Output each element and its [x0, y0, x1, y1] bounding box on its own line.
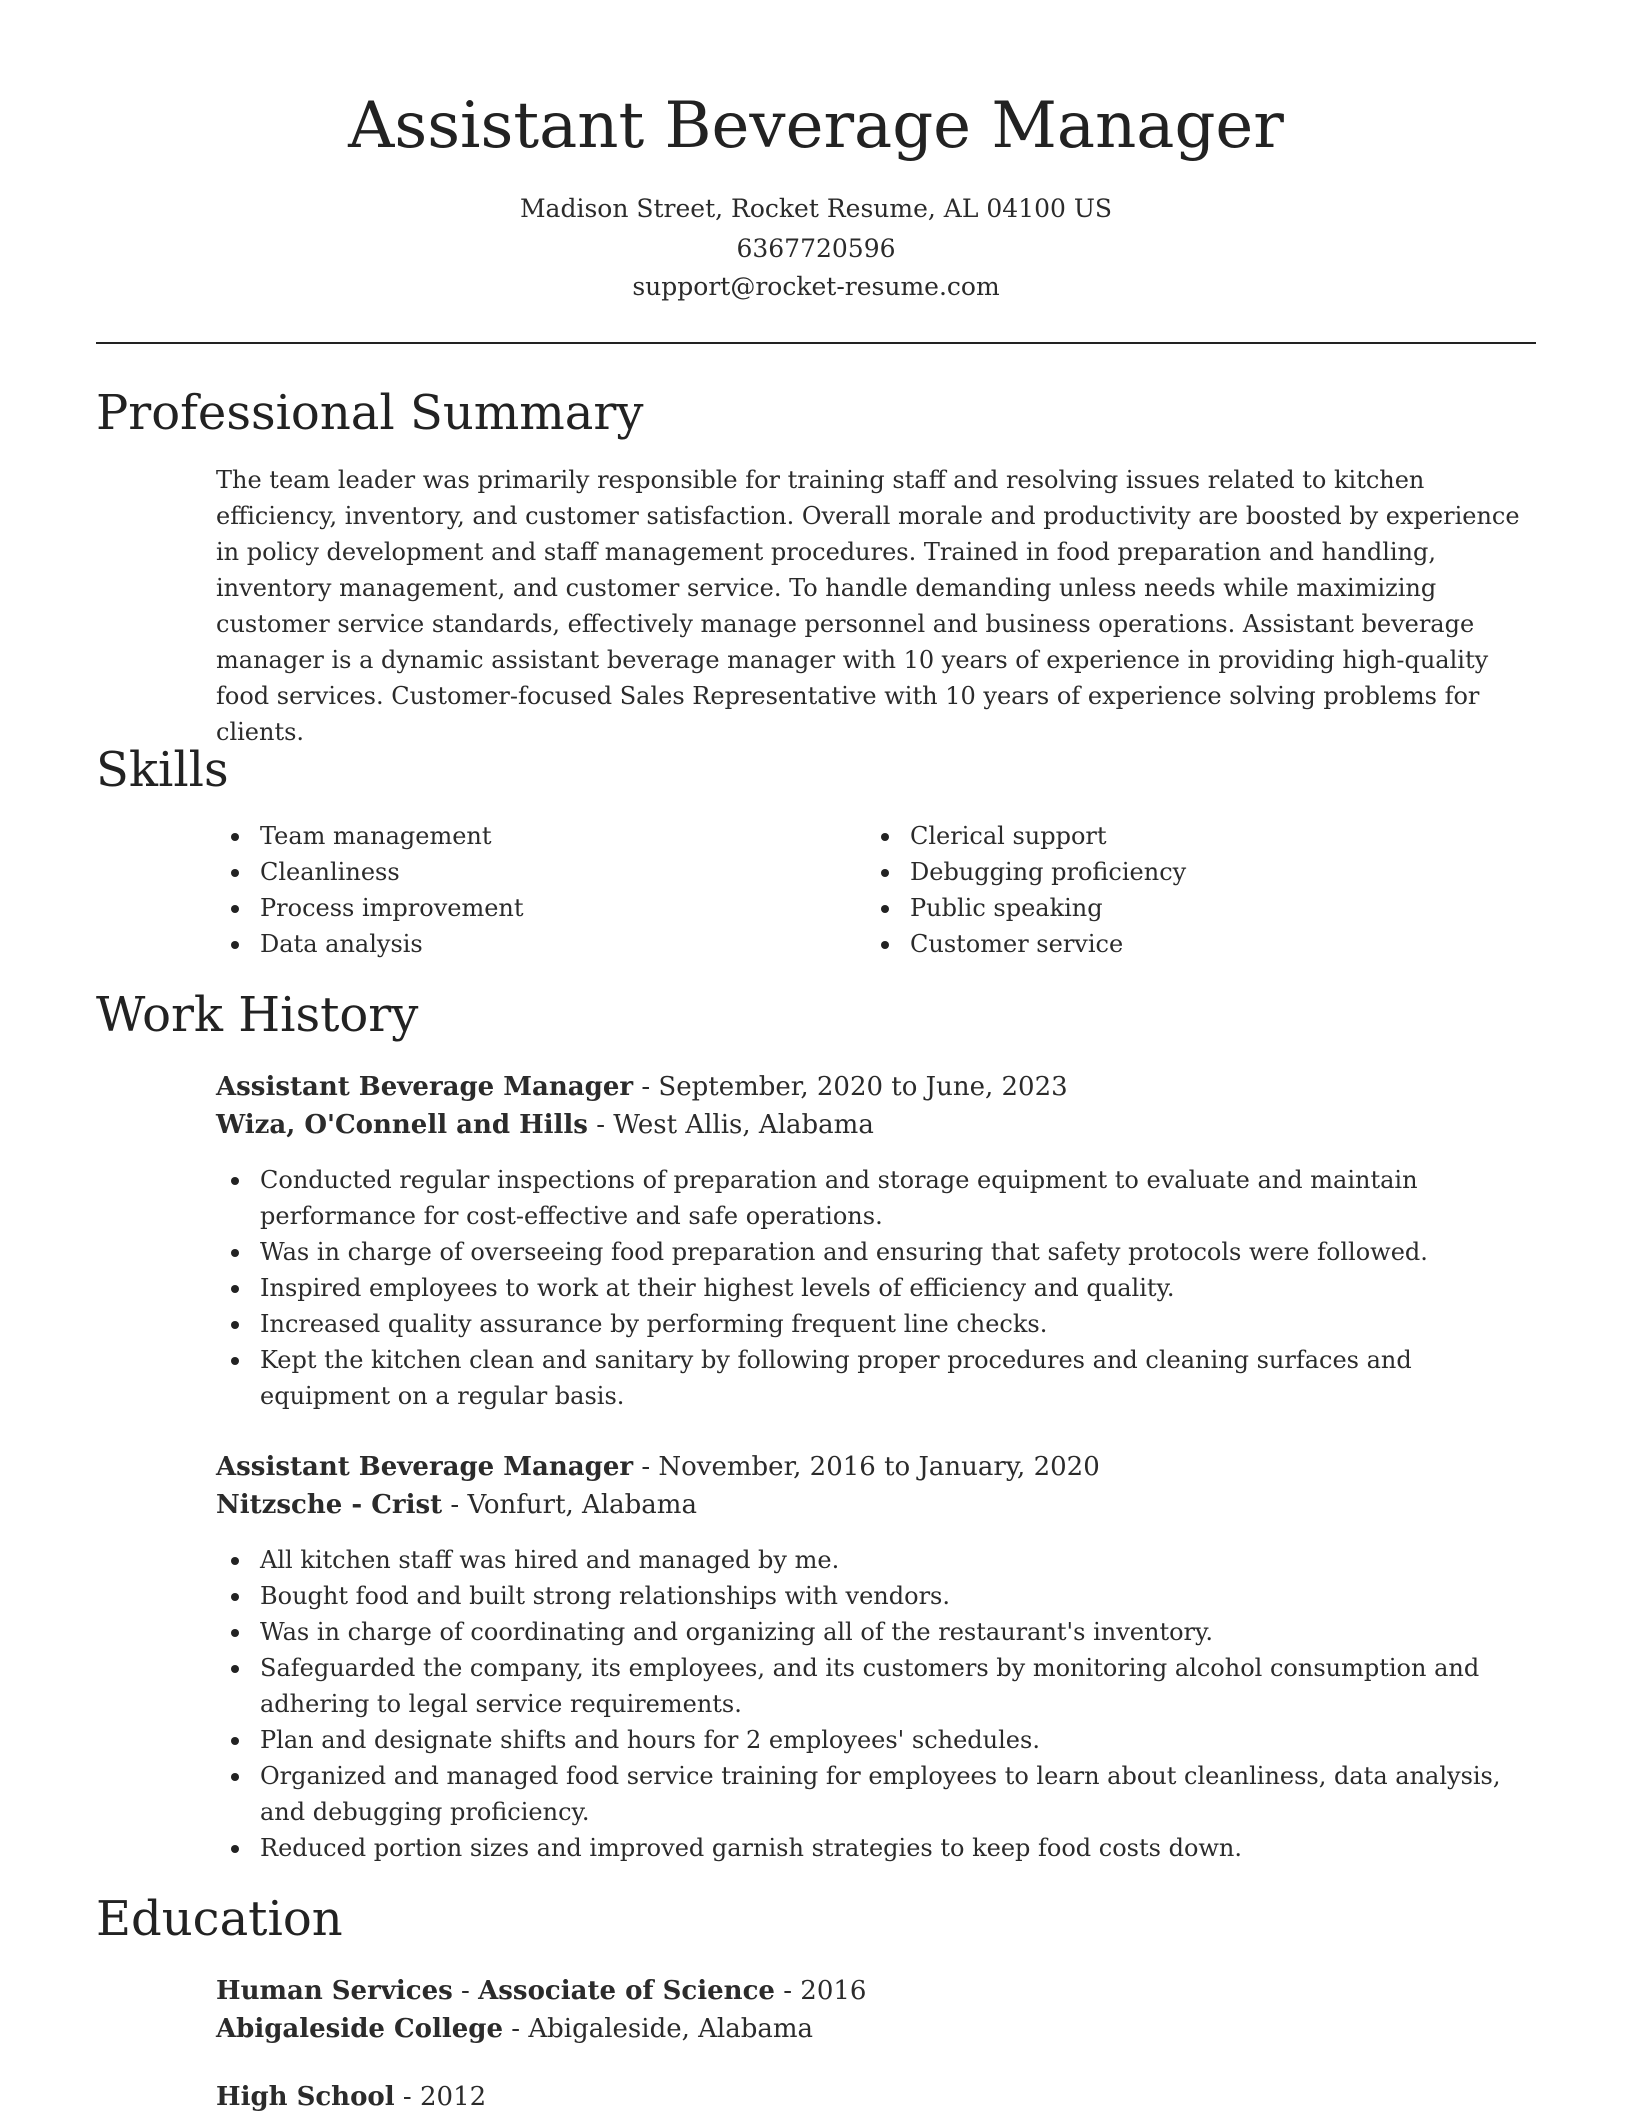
separator: -: [587, 1110, 614, 1140]
skill-item: Debugging proficiency: [866, 854, 1536, 890]
job-bullet: Safeguarded the company, its employees, and its customers by monitoring alcohol consumption and adhering to legal service requirements.: [216, 1650, 1536, 1722]
skill-item: Data analysis: [216, 926, 856, 962]
resume-name: Assistant Beverage Manager: [348, 89, 1284, 163]
job-bullet: Plan and designate shifts and hours for 2 employees' schedules.: [216, 1722, 1536, 1758]
job-title: Assistant Beverage Manager: [216, 1072, 634, 1102]
job-company: Wiza, O'Connell and Hills: [216, 1110, 588, 1140]
job-company-line: [216, 1486, 697, 1524]
contact-address: Madison Street, Rocket Resume, AL 04100 US: [519, 194, 1113, 223]
job-bullet: Organized and managed food service training for employees to learn about cleanliness, data analysis, and debugging proficiency.: [216, 1758, 1536, 1830]
separator: -: [442, 1490, 468, 1520]
education-location: Abigaleside, Alabama: [528, 2014, 814, 2044]
job-bullet: Was in charge of coordinating and organizing all of the restaurant's inventory.: [216, 1614, 1536, 1650]
separator: -: [633, 1072, 659, 1102]
job-dates: November, 2016 to January, 2020: [658, 1452, 1100, 1482]
job-bullet: Bought food and built strong relationships with vendors.: [216, 1578, 1536, 1614]
education-year: 2012: [419, 2082, 487, 2112]
skill-item: Public speaking: [866, 890, 1536, 926]
education-degree-line: [216, 2078, 486, 2112]
job-company: Nitzsche - Crist: [216, 1490, 443, 1520]
job-title-line: [216, 1068, 1068, 1106]
header-divider: [96, 342, 1536, 344]
contact-phone: 6367720596: [736, 234, 896, 263]
separator: -: [503, 2014, 529, 2044]
separator: -: [633, 1452, 659, 1482]
skills-list-left: [216, 818, 856, 962]
summary-heading: Professional Summary: [96, 385, 644, 441]
job-bullet: All kitchen staff was hired and managed by me.: [216, 1542, 1536, 1578]
job-title: Assistant Beverage Manager: [216, 1452, 634, 1482]
job-bullet: Was in charge of overseeing food preparation and ensuring that safety protocols were followed.: [216, 1234, 1536, 1270]
job-bullet: Reduced portion sizes and improved garnish strategies to keep food costs down.: [216, 1830, 1536, 1866]
skills-heading: Skills: [96, 742, 229, 798]
job-location: West Allis, Alabama: [613, 1110, 874, 1140]
education-school: Abigaleside College: [216, 2014, 504, 2044]
education-field: High School: [216, 2082, 395, 2112]
skill-item: Cleanliness: [216, 854, 856, 890]
summary-text: The team leader was primarily responsible for training staff and resolving issues related to kitchen efficiency, inventory, and customer satisfaction. Overall morale and productivity are boosted by experience in policy development and staff management procedures. Trained in food preparation and handling, inventory management, and customer service. To handle demanding unless needs while maximizing customer service standards, effectively manage personnel and business operations. Assistant beverage manager is a dynamic assistant beverage manager with 10 years of experience in providing high-quality food services. Customer-focused Sales Representative with 10 years of experience solving problems for clients.: [216, 466, 1520, 746]
work-heading: Work History: [96, 987, 419, 1043]
education-school-line: [216, 2010, 813, 2048]
job-bullet: Increased quality assurance by performing frequent line checks.: [216, 1306, 1536, 1342]
skill-item: Customer service: [866, 926, 1536, 962]
contact-email: support@rocket-resume.com: [632, 272, 1000, 301]
education-heading: Education: [96, 1891, 343, 1947]
education-degree-line: [216, 1972, 866, 2010]
job-bullet: Inspired employees to work at their highest levels of efficiency and quality.: [216, 1270, 1536, 1306]
job-title-line: [216, 1448, 1100, 1486]
job-bullet: Conducted regular inspections of preparation and storage equipment to evaluate and maintain performance for cost-effective and safe operations.: [216, 1162, 1536, 1234]
skill-item: Clerical support: [866, 818, 1536, 854]
skill-item: Team management: [216, 818, 856, 854]
education-field: Human Services: [216, 1976, 453, 2006]
job-bullet: Kept the kitchen clean and sanitary by following proper procedures and cleaning surfaces and equipment on a regular basis.: [216, 1342, 1536, 1414]
job-bullets: [216, 1542, 1536, 1866]
education-year: 2016: [800, 1976, 867, 2006]
job-bullets: [216, 1162, 1536, 1414]
separator: -: [394, 2082, 420, 2112]
job-location: Vonfurt, Alabama: [467, 1490, 697, 1520]
job-company-line: [216, 1106, 874, 1144]
education-degree: Associate of Science: [478, 1976, 775, 2006]
separator: -: [452, 1976, 479, 2006]
skills-list-right: [866, 818, 1536, 962]
job-dates: September, 2020 to June, 2023: [658, 1072, 1068, 1102]
skill-item: Process improvement: [216, 890, 856, 926]
separator: -: [774, 1976, 801, 2006]
